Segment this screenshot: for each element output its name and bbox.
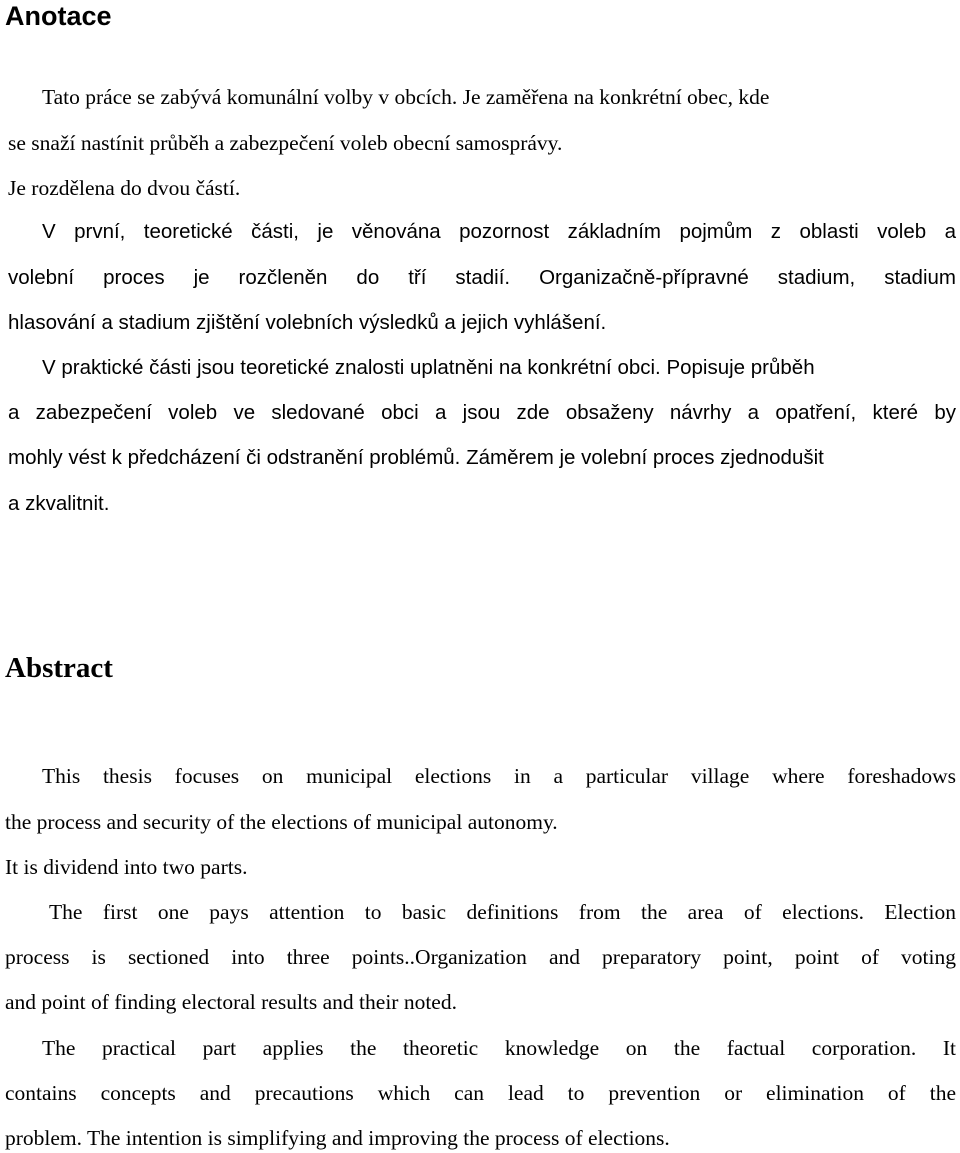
abstract-line-6: and point of finding electoral results and their noted. xyxy=(5,990,457,1014)
abstract-line-9: problem. The intention is simplifying and improving the process of elections. xyxy=(5,1126,670,1150)
abstract-line-5: process is sectioned into three points..Organization and preparatory point, point of voting xyxy=(5,945,956,969)
anotace-heading: Anotace xyxy=(5,1,112,31)
abstract-heading: Abstract xyxy=(5,652,113,684)
anotace-line-6: hlasování a stadium zjištění volebních výsledků a jejich vyhlášení. xyxy=(8,311,607,334)
abstract-line-7: The practical part applies the theoretic knowledge on the factual corporation. It xyxy=(42,1036,956,1060)
abstract-line-2: the process and security of the elections of municipal autonomy. xyxy=(5,810,558,834)
anotace-line-7: V praktické části jsou teoretické znalosti uplatněni na konkrétní obci. Popisuje průběh xyxy=(42,356,815,379)
abstract-line-4: The first one pays attention to basic definitions from the area of elections. Election xyxy=(49,900,956,924)
abstract-line-8: contains concepts and precautions which can lead to prevention or elimination of the xyxy=(5,1081,956,1105)
abstract-line-3: It is dividend into two parts. xyxy=(5,855,248,879)
anotace-line-10: a zkvalitnit. xyxy=(8,492,110,515)
anotace-line-9: mohly vést k předcházení či odstranění problémů. Záměrem je volební proces zjednodušit xyxy=(8,446,824,469)
abstract-line-1: This thesis focuses on municipal elections in a particular village where foreshadows xyxy=(42,764,956,788)
anotace-line-1: Tato práce se zabývá komunální volby v obcích. Je zaměřena na konkrétní obec, kde xyxy=(42,85,770,109)
anotace-line-5: volební proces je rozčleněn do tří stadií. Organizačně-přípravné stadium, stadium xyxy=(8,266,956,289)
anotace-line-3: Je rozdělena do dvou částí. xyxy=(8,176,241,200)
anotace-line-4: V první, teoretické části, je věnována pozornost základním pojmům z oblasti voleb a xyxy=(42,220,956,243)
anotace-line-8: a zabezpečení voleb ve sledované obci a jsou zde obsaženy návrhy a opatření, které by xyxy=(8,401,956,424)
anotace-line-2: se snaží nastínit průběh a zabezpečení voleb obecní samosprávy. xyxy=(8,131,563,155)
